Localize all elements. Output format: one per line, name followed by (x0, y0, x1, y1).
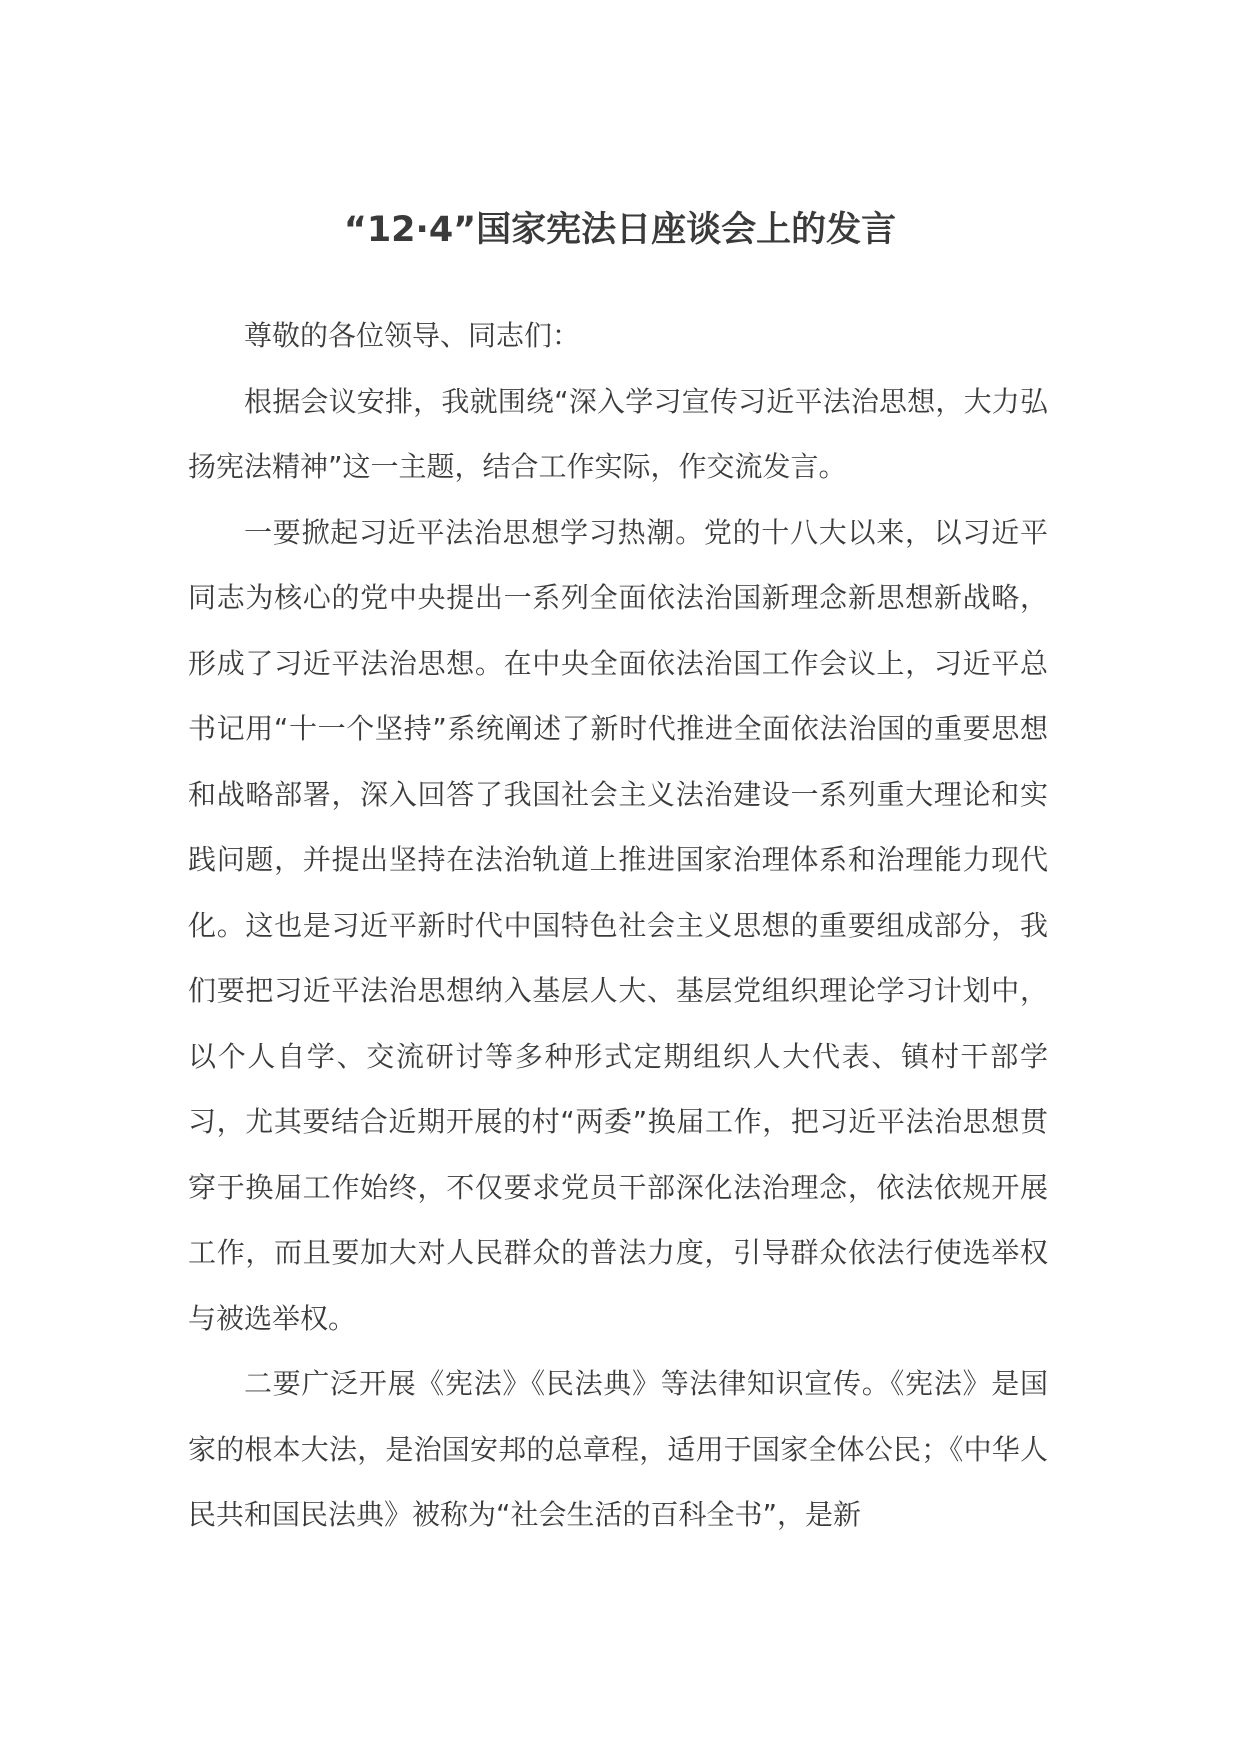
paragraph-point-one: 一要掀起习近平法治思想学习热潮。党的十八大以来，以习近平同志为核心的党中央提出一系列全面依法治国新理念新思想新战略，形成了习近平法治思想。在中央全面依法治国工作会议上，习近平总书记用“十一个坚持”系统阐述了新时代推进全面依法治国的重要思想和战略部署，深入回答了我国社会主义法治建设一系列重大理论和实践问题，并提出坚持在法治轨道上推进国家治理体系和治理能力现代化。这也是习近平新时代中国特色社会主义思想的重要组成部分，我们要把习近平法治思想纳入基层人大、基层党组织理论学习计划中，以个人自学、交流研讨等多种形式定期组织人大代表、镇村干部学习，尤其要结合近期开展的村“两委”换届工作，把习近平法治思想贯穿于换届工作始终，不仅要求党员干部深化法治理念，依法依规开展工作，而且要加大对人民群众的普法力度，引导群众依法行使选举权与被选举权。 (188, 515, 1048, 1335)
document-title: “12·4”国家宪法日座谈会上的发言 (343, 210, 897, 250)
salutation: 尊敬的各位领导、同志们： (244, 319, 581, 352)
paragraph-intro: 根据会议安排，我就围绕“深入学习宣传习近平法治思想，大力弘扬宪法精神”这一主题，结合工作实际，作交流发言。 (188, 384, 1048, 483)
document-body (188, 303, 1048, 1548)
paragraph-point-two: 二要广泛开展《宪法》《民法典》等法律知识宣传。《宪法》是国家的根本大法，是治国安邦的总章程，适用于国家全体公民；《中华人民共和国民法典》被称为“社会生活的百科全书”，是新 (188, 1367, 1048, 1531)
